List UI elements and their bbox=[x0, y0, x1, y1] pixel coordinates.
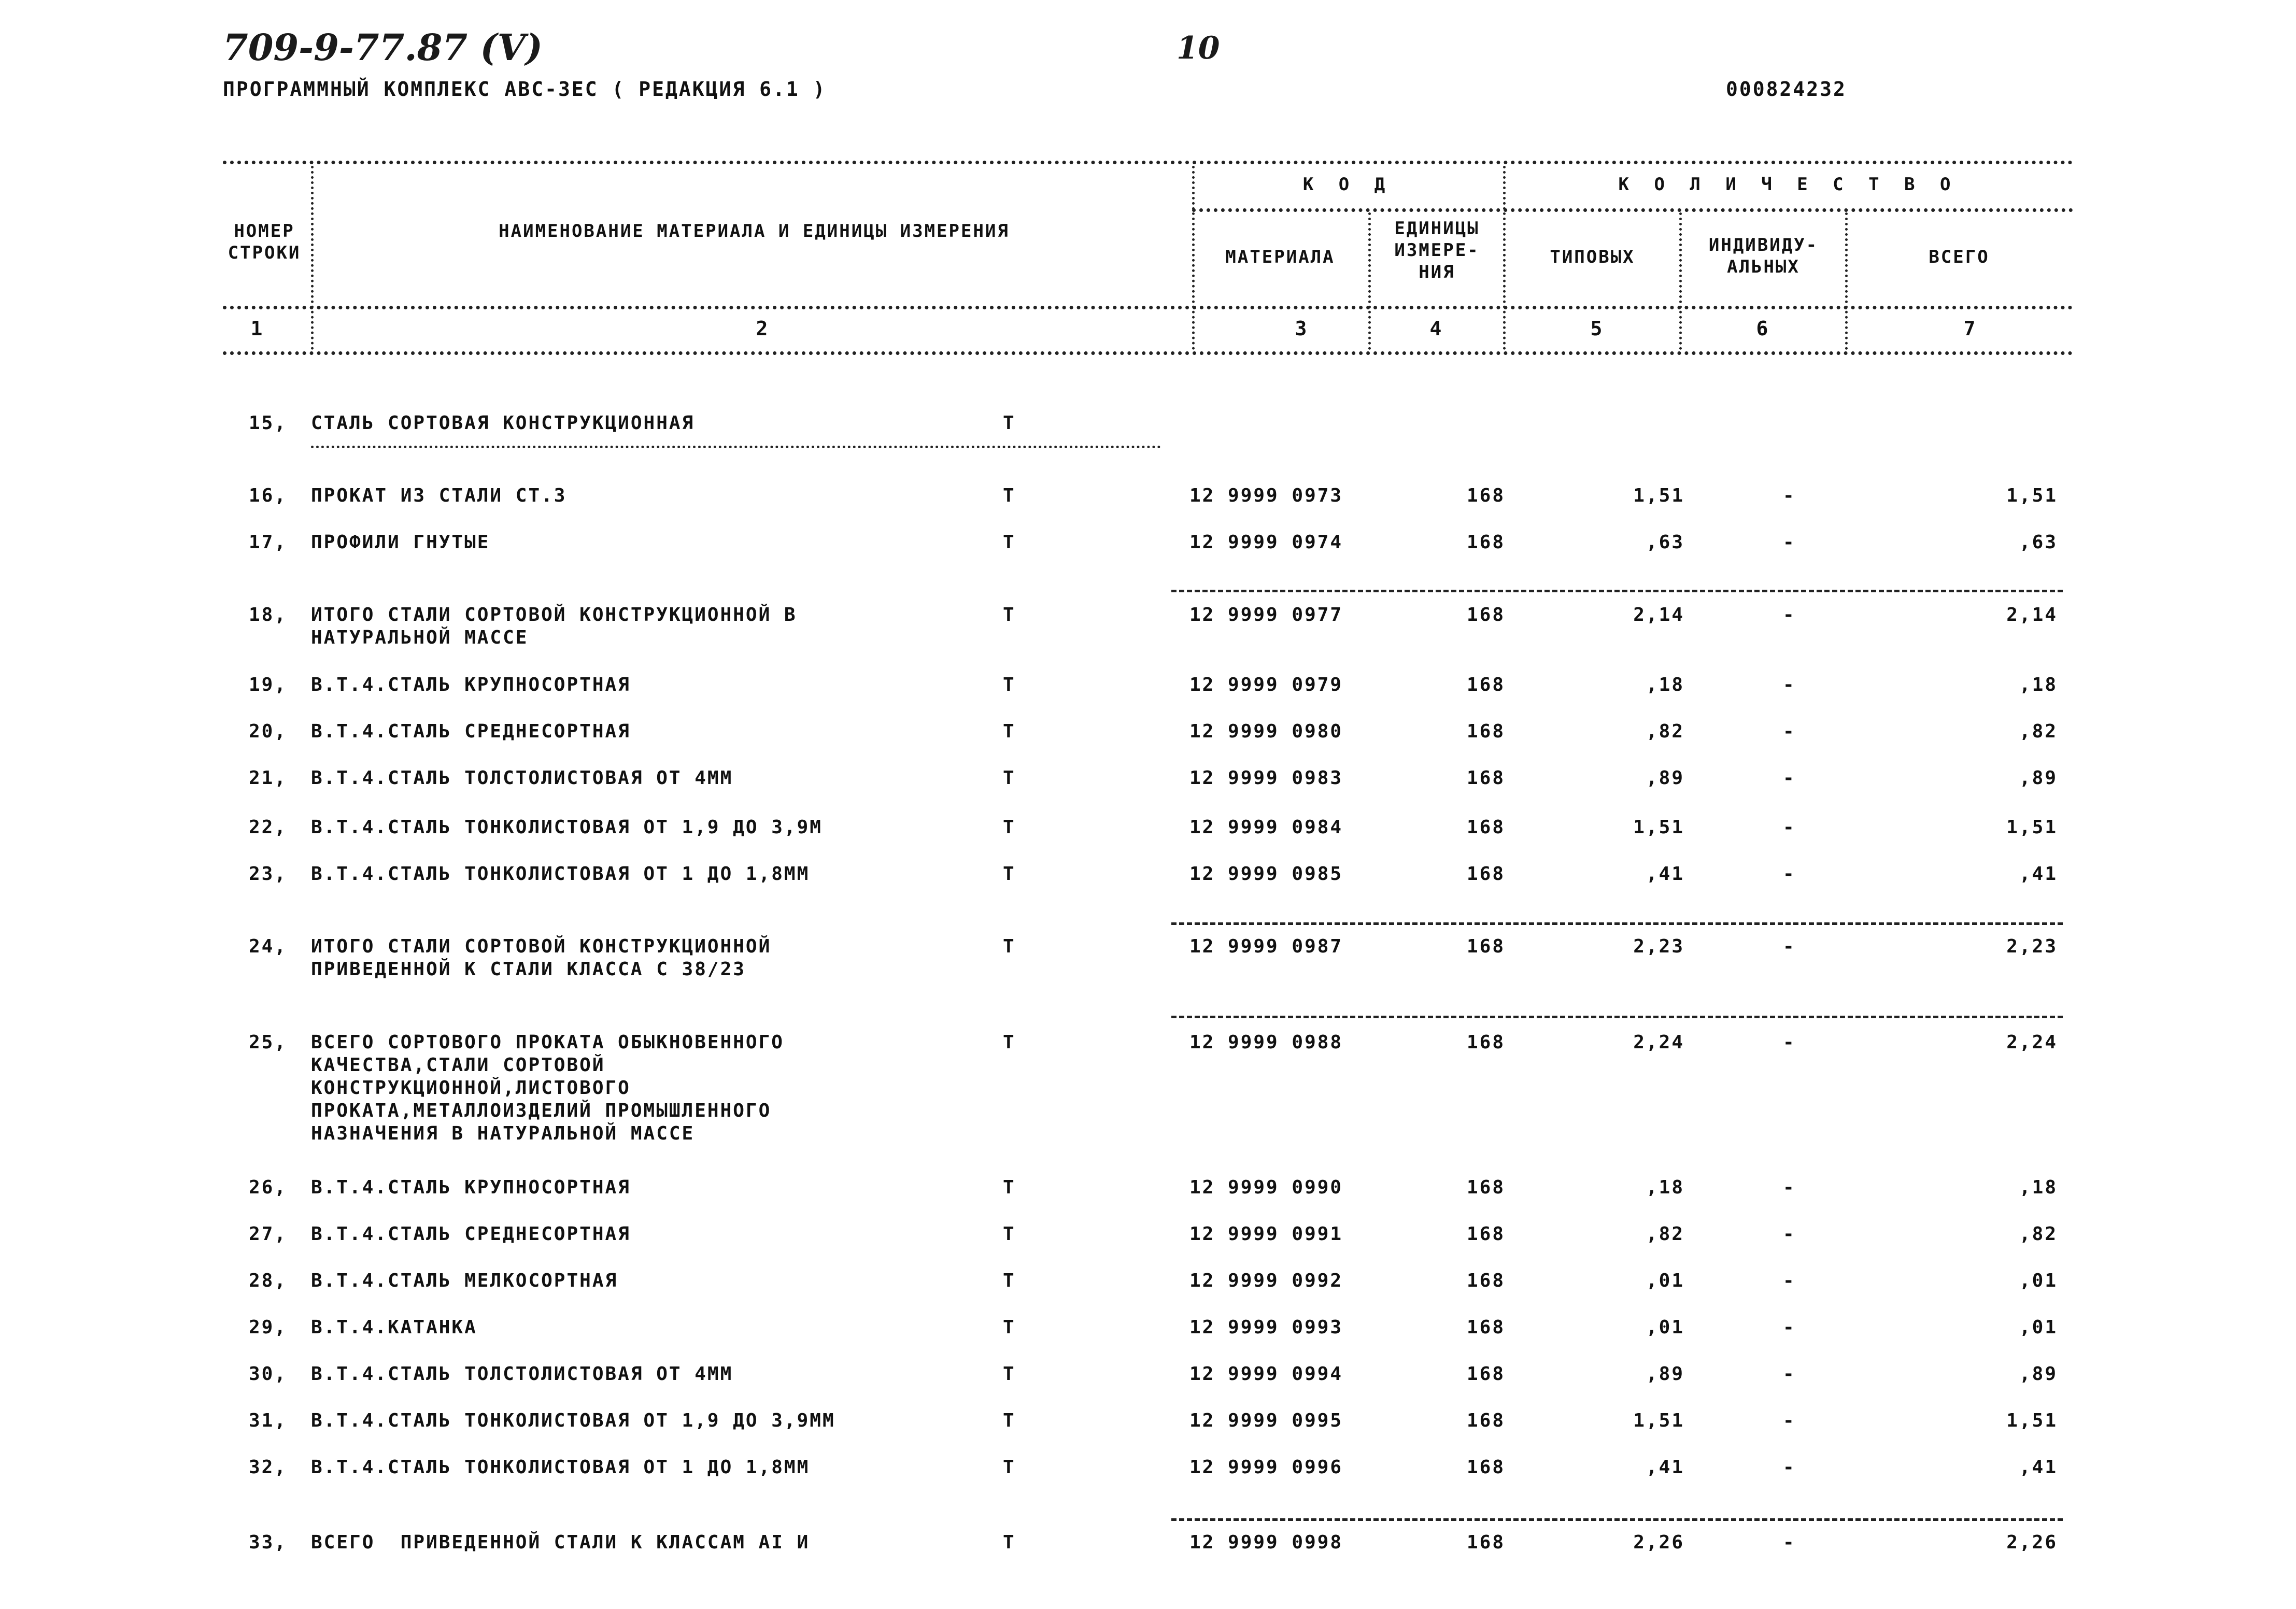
row-number: 31, bbox=[249, 1410, 288, 1431]
row-qty-individual: - bbox=[1783, 1223, 1796, 1245]
row-number: 29, bbox=[249, 1317, 288, 1338]
row-qty-individual: - bbox=[1783, 485, 1796, 506]
row-unit: Т bbox=[1003, 936, 1016, 957]
row-qty-typical: 1,51 bbox=[1633, 1410, 1684, 1431]
row-number: 16, bbox=[249, 485, 288, 506]
row-name: В.Т.4.СТАЛЬ ТОНКОЛИСТОВАЯ ОТ 1 ДО 1,8ММ bbox=[311, 1457, 810, 1478]
row-name: ИТОГО СТАЛИ СОРТОВОЙ КОНСТРУКЦИОННОЙ В НАТУРАЛЬНОЙ МАССЕ bbox=[311, 604, 797, 648]
document-code: 709-9-77.87 (Ⅴ) bbox=[223, 26, 543, 69]
row-unit-code: 168 bbox=[1467, 1177, 1506, 1198]
row-qty-individual: - bbox=[1783, 721, 1796, 742]
row-material-code: 12 9999 0974 bbox=[1189, 532, 1343, 553]
subtotal-separator-24 bbox=[1171, 922, 2063, 925]
row-name: В.Т.4.СТАЛЬ ТОНКОЛИСТОВАЯ ОТ 1 ДО 1,8ММ bbox=[311, 863, 810, 885]
row-qty-typical: 1,51 bbox=[1633, 485, 1684, 506]
row-qty-total: 1,51 bbox=[2006, 485, 2058, 506]
row-material-code: 12 9999 0988 bbox=[1189, 1032, 1343, 1053]
header-material-name: НАИМЕНОВАНИЕ МАТЕРИАЛА И ЕДИНИЦЫ ИЗМЕРЕНИЯ bbox=[499, 221, 1010, 241]
row-qty-total: 2,24 bbox=[2006, 1032, 2058, 1053]
col-number-7: 7 bbox=[1963, 317, 1976, 340]
row-qty-total: ,82 bbox=[2019, 1223, 2058, 1245]
row-qty-typical: 1,51 bbox=[1633, 817, 1684, 838]
row-qty-total: ,18 bbox=[2019, 1177, 2058, 1198]
row-unit-code: 168 bbox=[1467, 1223, 1506, 1245]
col-number-4: 4 bbox=[1429, 317, 1442, 340]
row-qty-typical: ,18 bbox=[1646, 674, 1684, 695]
row-material-code: 12 9999 0983 bbox=[1189, 767, 1343, 789]
row-qty-individual: - bbox=[1783, 604, 1796, 625]
row-name: В.Т.4.СТАЛЬ ТОНКОЛИСТОВАЯ ОТ 1,9 ДО 3,9М bbox=[311, 817, 823, 838]
row-qty-individual: - bbox=[1783, 1317, 1796, 1338]
row-qty-individual: - bbox=[1783, 1532, 1796, 1553]
row-unit: Т bbox=[1003, 532, 1016, 553]
row-qty-individual: - bbox=[1783, 767, 1796, 789]
row-material-code: 12 9999 0979 bbox=[1189, 674, 1343, 695]
row-number: 32, bbox=[249, 1457, 288, 1478]
header-quantity-group: К О Л И Ч Е С Т В О bbox=[1618, 174, 1958, 195]
row-unit: Т bbox=[1003, 1317, 1016, 1338]
row-qty-typical: ,82 bbox=[1646, 1223, 1684, 1245]
row-qty-total: ,41 bbox=[2019, 863, 2058, 885]
row-name: ИТОГО СТАЛИ СОРТОВОЙ КОНСТРУКЦИОННОЙ ПРИВЕДЕННОЙ К СТАЛИ КЛАССА С 38/23 bbox=[311, 936, 772, 980]
row-unit-code: 168 bbox=[1467, 1410, 1506, 1431]
row-number: 27, bbox=[249, 1223, 288, 1245]
row-number: 22, bbox=[249, 817, 288, 838]
col-divider-1 bbox=[311, 166, 314, 350]
header-mid-rule bbox=[223, 306, 2073, 309]
row-unit: Т bbox=[1003, 412, 1016, 434]
row-material-code: 12 9999 0980 bbox=[1189, 721, 1343, 742]
row-qty-total: ,18 bbox=[2019, 674, 2058, 695]
row-number: 23, bbox=[249, 863, 288, 885]
row-qty-individual: - bbox=[1783, 1363, 1796, 1385]
row-qty-typical: ,89 bbox=[1646, 1363, 1684, 1385]
row-qty-individual: - bbox=[1783, 817, 1796, 838]
col-number-2: 2 bbox=[756, 317, 768, 340]
row-qty-typical: ,41 bbox=[1646, 1457, 1684, 1478]
row-name: СТАЛЬ СОРТОВАЯ КОНСТРУКЦИОННАЯ bbox=[311, 412, 695, 434]
header-qty-total: ВСЕГО bbox=[1929, 247, 1990, 267]
row-unit-code: 168 bbox=[1467, 1457, 1506, 1478]
row-name: В.Т.4.КАТАНКА bbox=[311, 1317, 477, 1338]
header-row-number: НОМЕР СТРОКИ bbox=[228, 221, 301, 263]
row-qty-total: 1,51 bbox=[2006, 817, 2058, 838]
row-unit: Т bbox=[1003, 1177, 1016, 1198]
row-unit-code: 168 bbox=[1467, 532, 1506, 553]
col-divider-4 bbox=[1503, 166, 1506, 350]
row-number: 18, bbox=[249, 604, 288, 625]
row-qty-total: ,89 bbox=[2019, 1363, 2058, 1385]
row-number: 28, bbox=[249, 1270, 288, 1291]
row-qty-individual: - bbox=[1783, 863, 1796, 885]
header-qty-typical: ТИПОВЫХ bbox=[1550, 247, 1635, 267]
row-qty-individual: - bbox=[1783, 1410, 1796, 1431]
row-qty-total: ,01 bbox=[2019, 1270, 2058, 1291]
row-unit: Т bbox=[1003, 1270, 1016, 1291]
row-unit: Т bbox=[1003, 1223, 1016, 1245]
row-qty-total: 2,23 bbox=[2006, 936, 2058, 957]
row-qty-typical: ,01 bbox=[1646, 1317, 1684, 1338]
row-unit: Т bbox=[1003, 1532, 1016, 1553]
row-qty-total: 2,14 bbox=[2006, 604, 2058, 625]
col-divider-2 bbox=[1192, 166, 1195, 350]
row-qty-total: ,63 bbox=[2019, 532, 2058, 553]
row-unit-code: 168 bbox=[1467, 1032, 1506, 1053]
row-number: 19, bbox=[249, 674, 288, 695]
row-qty-individual: - bbox=[1783, 674, 1796, 695]
row-number: 20, bbox=[249, 721, 288, 742]
row-material-code: 12 9999 0992 bbox=[1189, 1270, 1343, 1291]
row-unit-code: 168 bbox=[1467, 817, 1506, 838]
row-material-code: 12 9999 0994 bbox=[1189, 1363, 1343, 1385]
row-material-code: 12 9999 0990 bbox=[1189, 1177, 1343, 1198]
header-code-material: МАТЕРИАЛА bbox=[1225, 247, 1335, 267]
row-unit: Т bbox=[1003, 767, 1016, 789]
row-name: В.Т.4.СТАЛЬ СРЕДНЕСОРТНАЯ bbox=[311, 721, 631, 742]
row-material-code: 12 9999 0993 bbox=[1189, 1317, 1343, 1338]
row-qty-total: ,89 bbox=[2019, 767, 2058, 789]
row-name: В.Т.4.СТАЛЬ ТОНКОЛИСТОВАЯ ОТ 1,9 ДО 3,9ММ bbox=[311, 1410, 835, 1431]
row-qty-total: ,82 bbox=[2019, 721, 2058, 742]
row-number: 15, bbox=[249, 412, 288, 434]
row-number: 26, bbox=[249, 1177, 288, 1198]
col-divider-3 bbox=[1368, 212, 1371, 350]
program-title: ПРОГРАММНЫЙ КОМПЛЕКС АВС-ЗЕС ( РЕДАКЦИЯ 6.1 ) bbox=[223, 78, 827, 101]
row-material-code: 12 9999 0987 bbox=[1189, 936, 1343, 957]
row-qty-total: 1,51 bbox=[2006, 1410, 2058, 1431]
row-name: В.Т.4.СТАЛЬ СРЕДНЕСОРТНАЯ bbox=[311, 1223, 631, 1245]
row-qty-typical: ,63 bbox=[1646, 532, 1684, 553]
row-material-code: 12 9999 0991 bbox=[1189, 1223, 1343, 1245]
header-top-rule bbox=[223, 161, 2073, 164]
row-name: В.Т.4.СТАЛЬ КРУПНОСОРТНАЯ bbox=[311, 674, 631, 695]
document-number: 000824232 bbox=[1726, 78, 1847, 101]
row-qty-typical: ,41 bbox=[1646, 863, 1684, 885]
row-name: В.Т.4.СТАЛЬ ТОЛСТОЛИСТОВАЯ ОТ 4ММ bbox=[311, 767, 733, 789]
row-number: 24, bbox=[249, 936, 288, 957]
row-name: ВСЕГО СОРТОВОГО ПРОКАТА ОБЫКНОВЕННОГО КАЧЕСТВА,СТАЛИ СОРТОВОЙ КОНСТРУКЦИОННОЙ,ЛИСТОВОГО ПРОКАТА,МЕТАЛЛОИЗДЕЛИЙ ПРОМЫШЛЕННОГО НАЗНАЧЕНИЯ В НАТУРАЛЬНОЙ МАССЕ bbox=[311, 1032, 784, 1144]
col-number-6: 6 bbox=[1756, 317, 1768, 340]
col-number-5: 5 bbox=[1590, 317, 1603, 340]
row-qty-individual: - bbox=[1783, 1177, 1796, 1198]
row-unit: Т bbox=[1003, 485, 1016, 506]
row-number: 30, bbox=[249, 1363, 288, 1385]
subtotal-separator-25 bbox=[1171, 1016, 2063, 1018]
row-name: В.Т.4.СТАЛЬ МЕЛКОСОРТНАЯ bbox=[311, 1270, 618, 1291]
row-unit-code: 168 bbox=[1467, 485, 1506, 506]
row-unit-code: 168 bbox=[1467, 604, 1506, 625]
page-number: 10 bbox=[1177, 30, 1220, 66]
row-unit: Т bbox=[1003, 863, 1016, 885]
col-number-1: 1 bbox=[250, 317, 263, 340]
row-material-code: 12 9999 0973 bbox=[1189, 485, 1343, 506]
row-number: 33, bbox=[249, 1532, 288, 1553]
row-number: 25, bbox=[249, 1032, 288, 1053]
row-name: В.Т.4.СТАЛЬ ТОЛСТОЛИСТОВАЯ ОТ 4ММ bbox=[311, 1363, 733, 1385]
row-qty-typical: ,01 bbox=[1646, 1270, 1684, 1291]
row-material-code: 12 9999 0998 bbox=[1189, 1532, 1343, 1553]
row-qty-individual: - bbox=[1783, 1032, 1796, 1053]
row-unit-code: 168 bbox=[1467, 721, 1506, 742]
col-divider-5 bbox=[1679, 212, 1682, 350]
row-unit-code: 168 bbox=[1467, 936, 1506, 957]
row-unit-code: 168 bbox=[1467, 1270, 1506, 1291]
row-unit-code: 168 bbox=[1467, 1532, 1506, 1553]
row-qty-total: 2,26 bbox=[2006, 1532, 2058, 1553]
row-qty-total: ,41 bbox=[2019, 1457, 2058, 1478]
row-material-code: 12 9999 0985 bbox=[1189, 863, 1343, 885]
row-unit: Т bbox=[1003, 1410, 1016, 1431]
row-unit: Т bbox=[1003, 721, 1016, 742]
col-divider-6 bbox=[1845, 212, 1848, 350]
row-name: В.Т.4.СТАЛЬ КРУПНОСОРТНАЯ bbox=[311, 1177, 631, 1198]
row-material-code: 12 9999 0995 bbox=[1189, 1410, 1343, 1431]
row-unit-code: 168 bbox=[1467, 1317, 1506, 1338]
row-name: ВСЕГО ПРИВЕДЕННОЙ СТАЛИ К КЛАССАМ АI И bbox=[311, 1532, 810, 1553]
row-unit-code: 168 bbox=[1467, 863, 1506, 885]
row-qty-individual: - bbox=[1783, 936, 1796, 957]
header-code-unit: ЕДИНИЦЫ ИЗМЕРЕ- НИЯ bbox=[1394, 218, 1480, 282]
row-unit: Т bbox=[1003, 817, 1016, 838]
row-number: 17, bbox=[249, 532, 288, 553]
row-qty-typical: ,82 bbox=[1646, 721, 1684, 742]
row-name: ПРОКАТ ИЗ СТАЛИ СТ.3 bbox=[311, 485, 567, 506]
row-unit: Т bbox=[1003, 1363, 1016, 1385]
header-qty-individual: ИНДИВИДУ- АЛЬНЫХ bbox=[1708, 235, 1819, 277]
row-qty-typical: ,89 bbox=[1646, 767, 1684, 789]
row-material-code: 12 9999 0977 bbox=[1189, 604, 1343, 625]
row-qty-typical: 2,24 bbox=[1633, 1032, 1684, 1053]
row-qty-typical: ,18 bbox=[1646, 1177, 1684, 1198]
row-unit: Т bbox=[1003, 604, 1016, 625]
header-bottom-rule bbox=[223, 351, 2073, 355]
header-sub-rule bbox=[1192, 208, 2073, 212]
row-unit: Т bbox=[1003, 1457, 1016, 1478]
row-unit-code: 168 bbox=[1467, 1363, 1506, 1385]
header-code-group: К О Д bbox=[1302, 174, 1393, 195]
row-unit-code: 168 bbox=[1467, 767, 1506, 789]
row-qty-individual: - bbox=[1783, 1270, 1796, 1291]
row-unit: Т bbox=[1003, 674, 1016, 695]
row-qty-individual: - bbox=[1783, 532, 1796, 553]
row-name: ПРОФИЛИ ГНУТЫЕ bbox=[311, 532, 490, 553]
row-qty-typical: 2,26 bbox=[1633, 1532, 1684, 1553]
col-number-3: 3 bbox=[1295, 317, 1307, 340]
row-material-code: 12 9999 0996 bbox=[1189, 1457, 1343, 1478]
row-unit-code: 168 bbox=[1467, 674, 1506, 695]
row-qty-typical: 2,14 bbox=[1633, 604, 1684, 625]
row-unit: Т bbox=[1003, 1032, 1016, 1053]
row-qty-total: ,01 bbox=[2019, 1317, 2058, 1338]
row-qty-individual: - bbox=[1783, 1457, 1796, 1478]
subtotal-separator-33 bbox=[1171, 1518, 2063, 1521]
subtotal-separator-18 bbox=[1171, 590, 2063, 592]
row-qty-typical: 2,23 bbox=[1633, 936, 1684, 957]
row-material-code: 12 9999 0984 bbox=[1189, 817, 1343, 838]
row-number: 21, bbox=[249, 767, 288, 789]
section-underline bbox=[311, 446, 1161, 448]
